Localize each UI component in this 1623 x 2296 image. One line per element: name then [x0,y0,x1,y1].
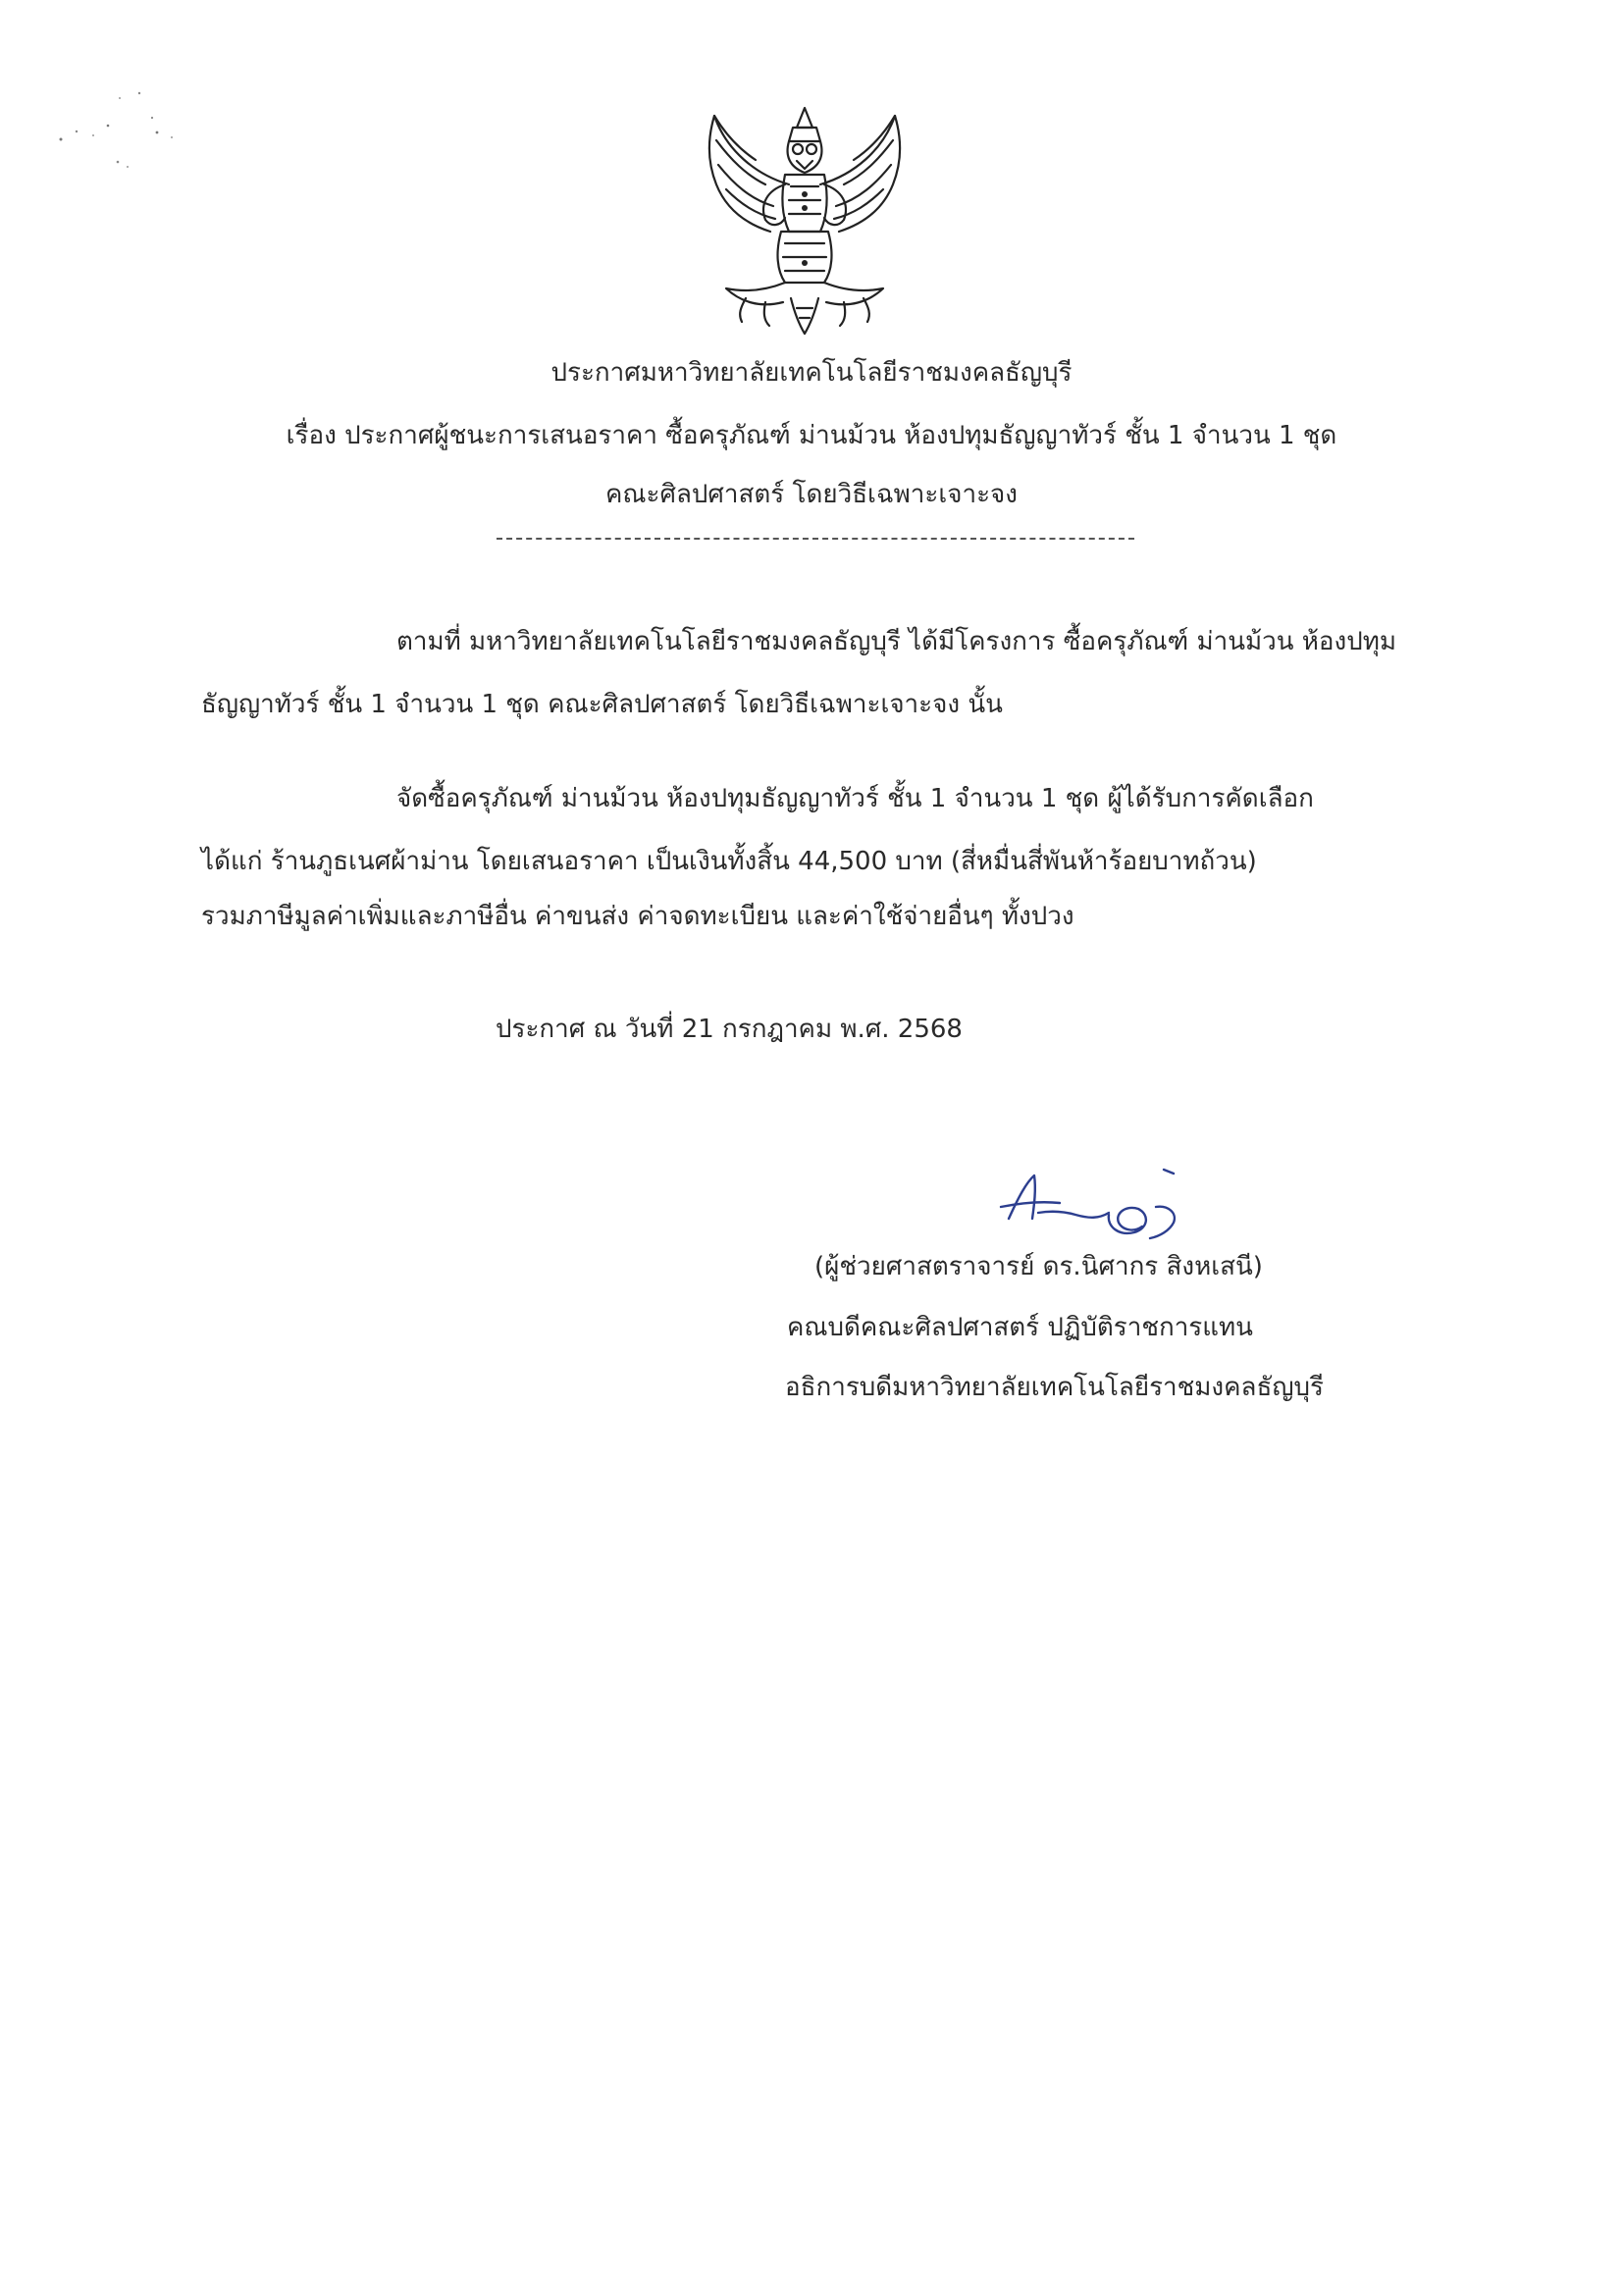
paragraph-2-line-3: รวมภาษีมูลค่าเพิ่มและภาษีอื่น ค่าขนส่ง ค่าจดทะเบียน และค่าใช้จ่ายอื่นๆ ทั้งปวง [201,902,1074,931]
title-divider [497,538,1134,540]
handwritten-signature [991,1158,1236,1246]
signatory-name: (ผู้ช่วยศาสตราจารย์ ดร.นิศากร สิงหเสนี) [814,1252,1263,1281]
paragraph-1-line-2: ธัญญาทัวร์ ชั้น 1 จำนวน 1 ชุด คณะศิลปศาสตร์ โดยวิธีเฉพาะเจาะจง นั้น [201,690,1003,719]
signatory-position-1: คณบดีคณะศิลปศาสตร์ ปฏิบัติราชการแทน [787,1313,1253,1342]
signatory-position-2: อธิการบดีมหาวิทยาลัยเทคโนโลยีราชมงคลธัญบุรี [785,1373,1324,1402]
scan-specks [49,78,196,186]
paragraph-2-line-1: จัดซื้อครุภัณฑ์ ม่านม้วน ห้องปทุมธัญญาทัวร์ ชั้น 1 จำนวน 1 ชุด ผู้ได้รับการคัดเลือก [396,784,1314,813]
paragraph-1-line-1: ตามที่ มหาวิทยาลัยเทคโนโลยีราชมงคลธัญบุรี ได้มีโครงการ ซื้อครุภัณฑ์ ม่านม้วน ห้องปทุม [396,627,1396,656]
announcement-title: ประกาศมหาวิทยาลัยเทคโนโลยีราชมงคลธัญบุรี [550,358,1073,388]
announcement-subject-cont: คณะศิลปศาสตร์ โดยวิธีเฉพาะเจาะจง [605,480,1018,509]
garuda-emblem-icon [687,106,922,337]
announcement-subject: เรื่อง ประกาศผู้ชนะการเสนอราคา ซื้อครุภัณฑ์ ม่านม้วน ห้องปทุมธัญญาทัวร์ ชั้น 1 จำนวน 1 ชุด [286,421,1337,450]
paragraph-2-line-2: ได้แก่ ร้านภูธเนศผ้าม่าน โดยเสนอราคา เป็นเงินทั้งสิ้น 44,500 บาท (สี่หมื่นสี่พันห้าร้อยบาทถ้วน) [201,847,1257,876]
announcement-date: ประกาศ ณ วันที่ 21 กรกฎาคม พ.ศ. 2568 [496,1015,963,1044]
